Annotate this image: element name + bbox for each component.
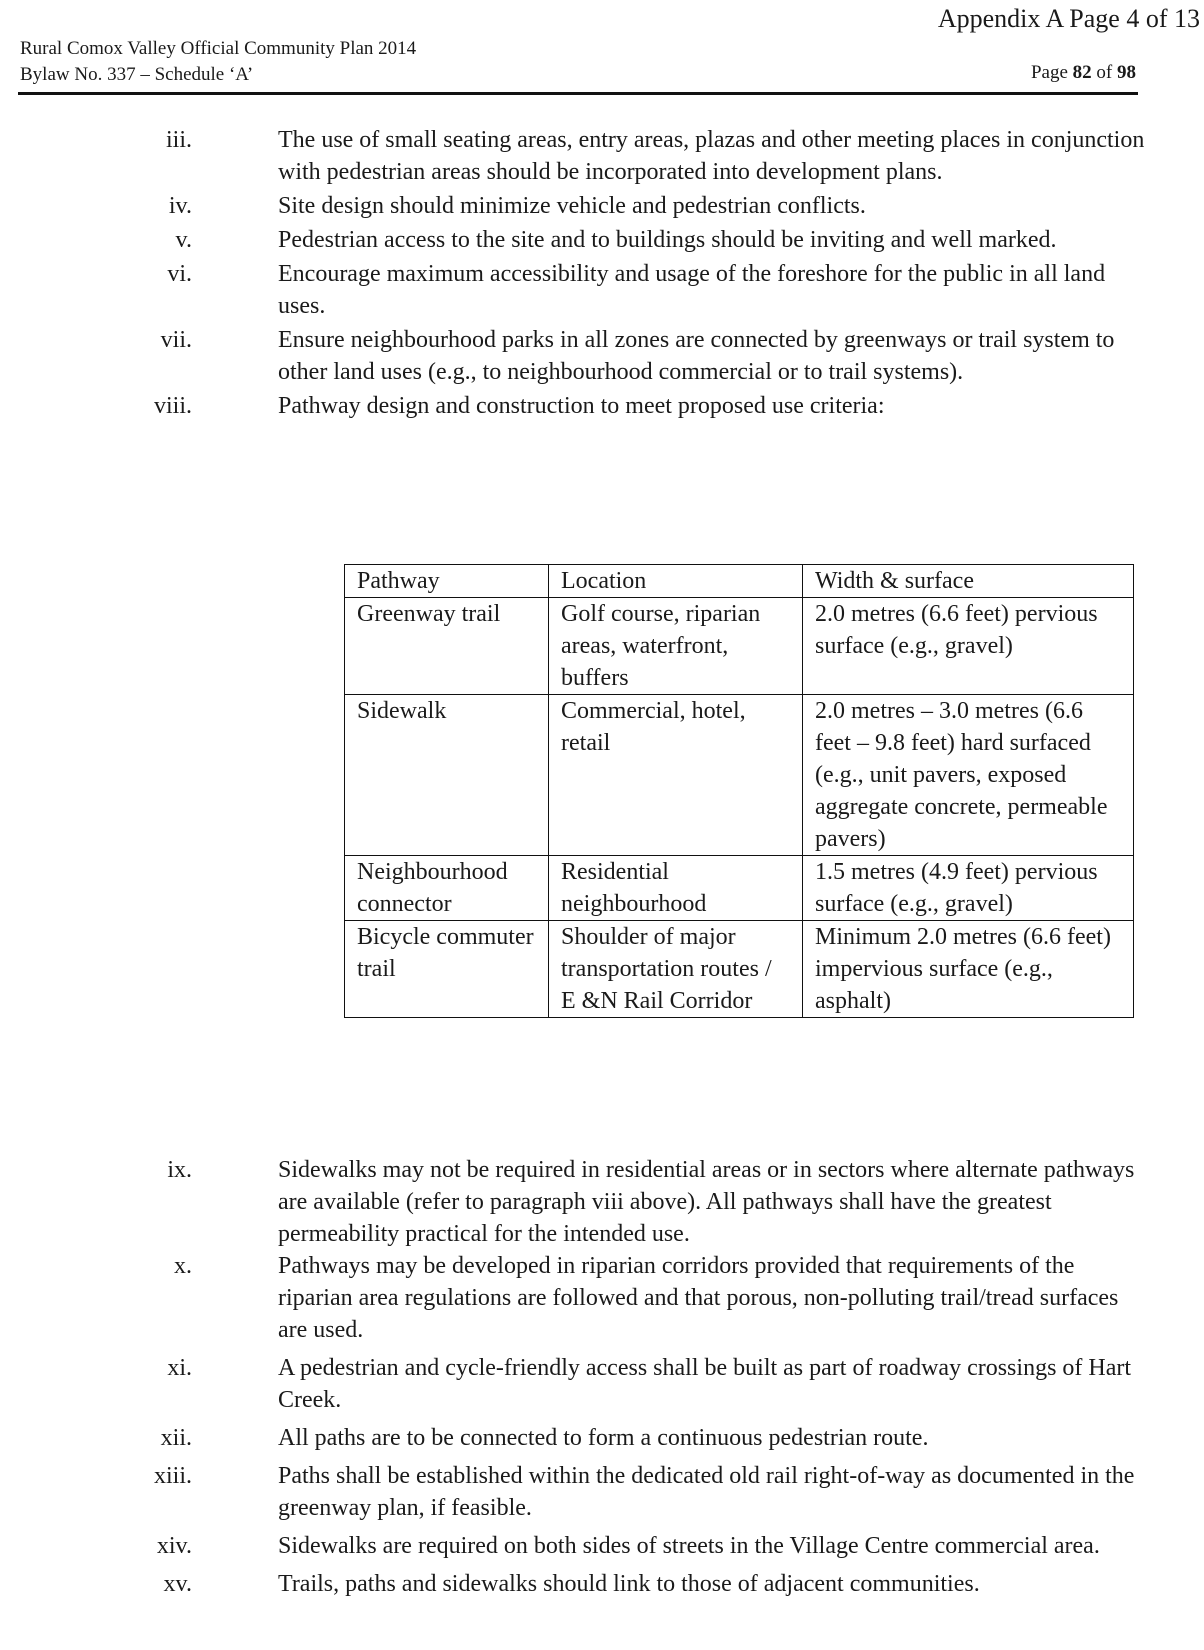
list-item: iii. The use of small seating areas, entry areas, plazas and other meeting places in conjunction with pedestrian areas should be incorporated into development plans. — [165, 127, 1145, 185]
width-surface-cell: 2.0 metres (6.6 feet) pervious surface (e.g., gravel) — [803, 598, 1134, 695]
list-item: xv. Trails, paths and sidewalks should link to those of adjacent communities. — [163, 1571, 980, 1597]
column-header: Location — [549, 565, 803, 598]
list-item: vi. Encourage maximum accessibility and usage of the foreshore for the public in all land uses. — [167, 261, 1106, 319]
list-item: vii. Ensure neighbourhood parks in all zones are connected by greenways or trail system to other land uses (e.g., to neighbourhood commercial or to trail systems). — [160, 327, 1115, 385]
policy-list-bottom — [0, 1154, 1204, 1600]
list-item: ix. Sidewalks may not be required in residential areas or in sectors where alternate pathways are available (refer to paragraph viii above). All pathways shall have the greatest permeability practical for the intended use. — [167, 1157, 1135, 1247]
list-item: iv. Site design should minimize vehicle and pedestrian conflicts. — [168, 193, 866, 219]
width-surface-cell: 2.0 metres – 3.0 metres (6.6 feet – 9.8 feet) hard surfaced (e.g., unit pavers, exposed aggregate concrete, permeable pavers) — [803, 695, 1134, 856]
document-title: Rural Comox Valley Official Community Plan 2014 — [20, 38, 417, 59]
list-item: x. Pathways may be developed in riparian corridors provided that requirements of the riparian area regulations are followed and that porous, non-polluting trail/tread surfaces are used. — [174, 1253, 1119, 1343]
header-rule — [18, 92, 1138, 95]
pathway-cell: Sidewalk — [345, 695, 549, 856]
width-surface-cell: 1.5 metres (4.9 feet) pervious surface (e.g., gravel) — [803, 856, 1134, 921]
page-number: Page 82 of 98 — [1030, 62, 1136, 83]
list-item: xiii. Paths shall be established within the dedicated old rail right-of-way as documented in the greenway plan, if feasible. — [153, 1463, 1135, 1521]
pathway-cell: Bicycle commuter trail — [345, 921, 549, 1018]
pathway-cell: Greenway trail — [345, 598, 549, 695]
table-row — [345, 856, 1134, 921]
list-item: viii. Pathway design and construction to meet proposed use criteria: — [153, 393, 885, 419]
appendix-page-label: Appendix A Page 4 of 13 — [937, 4, 1200, 33]
pathway-cell: Neighbourhood connector — [345, 856, 549, 921]
table-row — [345, 598, 1134, 695]
location-cell: Shoulder of major transportation routes / E &N Rail Corridor — [549, 921, 803, 1018]
table-row — [345, 695, 1134, 856]
policy-list-top — [0, 124, 1204, 422]
width-surface-cell: Minimum 2.0 metres (6.6 feet) impervious surface (e.g., asphalt) — [803, 921, 1134, 1018]
document-header — [20, 36, 416, 88]
list-item: xiv. Sidewalks are required on both sides of streets in the Village Centre commercial area. — [156, 1533, 1100, 1559]
pathway-criteria-table — [344, 564, 1134, 1018]
bylaw-label: Bylaw No. 337 – Schedule ‘A’ — [20, 64, 254, 85]
location-cell: Commercial, hotel, retail — [549, 695, 803, 856]
column-header: Pathway — [345, 565, 549, 598]
location-cell: Golf course, riparian areas, waterfront, buffers — [549, 598, 803, 695]
table-row — [345, 921, 1134, 1018]
table-header-row — [345, 565, 1134, 598]
column-header: Width & surface — [803, 565, 1134, 598]
location-cell: Residential neighbourhood — [549, 856, 803, 921]
list-item: xi. A pedestrian and cycle-friendly access shall be built as part of roadway crossings of Hart Creek. — [167, 1355, 1132, 1413]
list-item: xii. All paths are to be connected to form a continuous pedestrian route. — [160, 1425, 929, 1451]
list-item: v. Pedestrian access to the site and to buildings should be inviting and well marked. — [175, 227, 1057, 253]
